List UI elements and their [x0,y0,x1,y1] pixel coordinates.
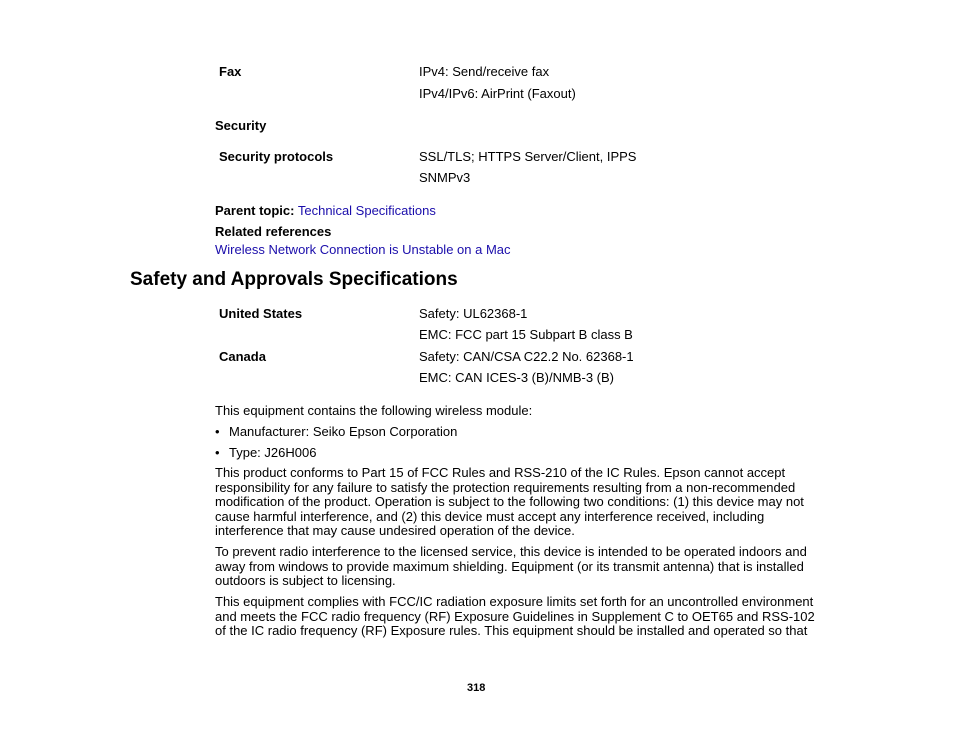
paragraph-line: This product conforms to Part 15 of FCC Rules and RSS-210 of the IC Rules. Epson cannot accept [215,465,786,480]
security-heading: Security [215,118,267,133]
united-states-value-2: EMC: FCC part 15 Subpart B class B [419,327,633,342]
paragraph-line: away from windows to provide maximum shielding. Equipment (or its transmit antenna) that is installed [215,558,804,574]
paragraph-line: outdoors is subject to licensing. [215,573,396,589]
related-reference-link[interactable]: Wireless Network Connection is Unstable on a Mac [215,242,511,257]
related-references-heading: Related references [215,224,332,239]
paragraph-line: cause harmful interference, and (2) this device must accept any interference received, including [215,508,765,524]
paragraph-line: To prevent radio interference to the licensed service, this device is intended to be operated indoors and [215,544,807,559]
parent-topic-label: Parent topic: [215,203,295,218]
radiation-exposure-paragraph [215,595,830,639]
radio-interference-paragraph [215,545,830,589]
wireless-intro: This equipment contains the following wireless module: [215,403,533,418]
parent-topic [215,203,436,218]
united-states-label: United States [219,306,303,321]
security-protocols-value-2: SNMPv3 [419,170,471,185]
fax-label: Fax [219,64,242,79]
paragraph-line: This equipment complies with FCC/IC radiation exposure limits set forth for an uncontrolled environment [215,594,814,609]
fax-value-1: IPv4: Send/receive fax [419,64,550,79]
paragraph-line: of the IC radio frequency (RF) Exposure rules. This equipment should be installed and operated so that [215,623,808,639]
paragraph-line: modification of the product. Operation is subject to the following two conditions: (1) this device may not [215,494,804,510]
canada-value-1: Safety: CAN/CSA C22.2 No. 62368-1 [419,349,634,364]
fax-value-2: IPv4/IPv6: AirPrint (Faxout) [419,86,576,101]
canada-value-2: EMC: CAN ICES-3 (B)/NMB-3 (B) [419,370,615,385]
section-title: Safety and Approvals Specifications [130,269,458,290]
bullet-marker: • [215,424,220,439]
bullet-marker: • [215,445,220,460]
security-protocols-value-1: SSL/TLS; HTTPS Server/Client, IPPS [419,149,637,164]
paragraph-line: interference that may cause undesired operation of the device. [215,523,575,539]
paragraph-line: and meets the FCC radio frequency (RF) Exposure Guidelines in Supplement C to OET65 and RSS-102 [215,608,815,624]
united-states-value-1: Safety: UL62368-1 [419,306,528,321]
bullet-type: Type: J26H006 [229,445,317,460]
canada-label: Canada [219,349,266,364]
security-protocols-label: Security protocols [219,149,334,164]
page-number: 318 [467,682,486,694]
parent-topic-link[interactable]: Technical Specifications [297,203,436,218]
bullet-manufacturer: Manufacturer: Seiko Epson Corporation [229,424,458,439]
fcc-conformance-paragraph [215,466,830,539]
paragraph-line: responsibility for any failure to satisfy the protection requirements resulting from a non-recommended [215,479,796,495]
